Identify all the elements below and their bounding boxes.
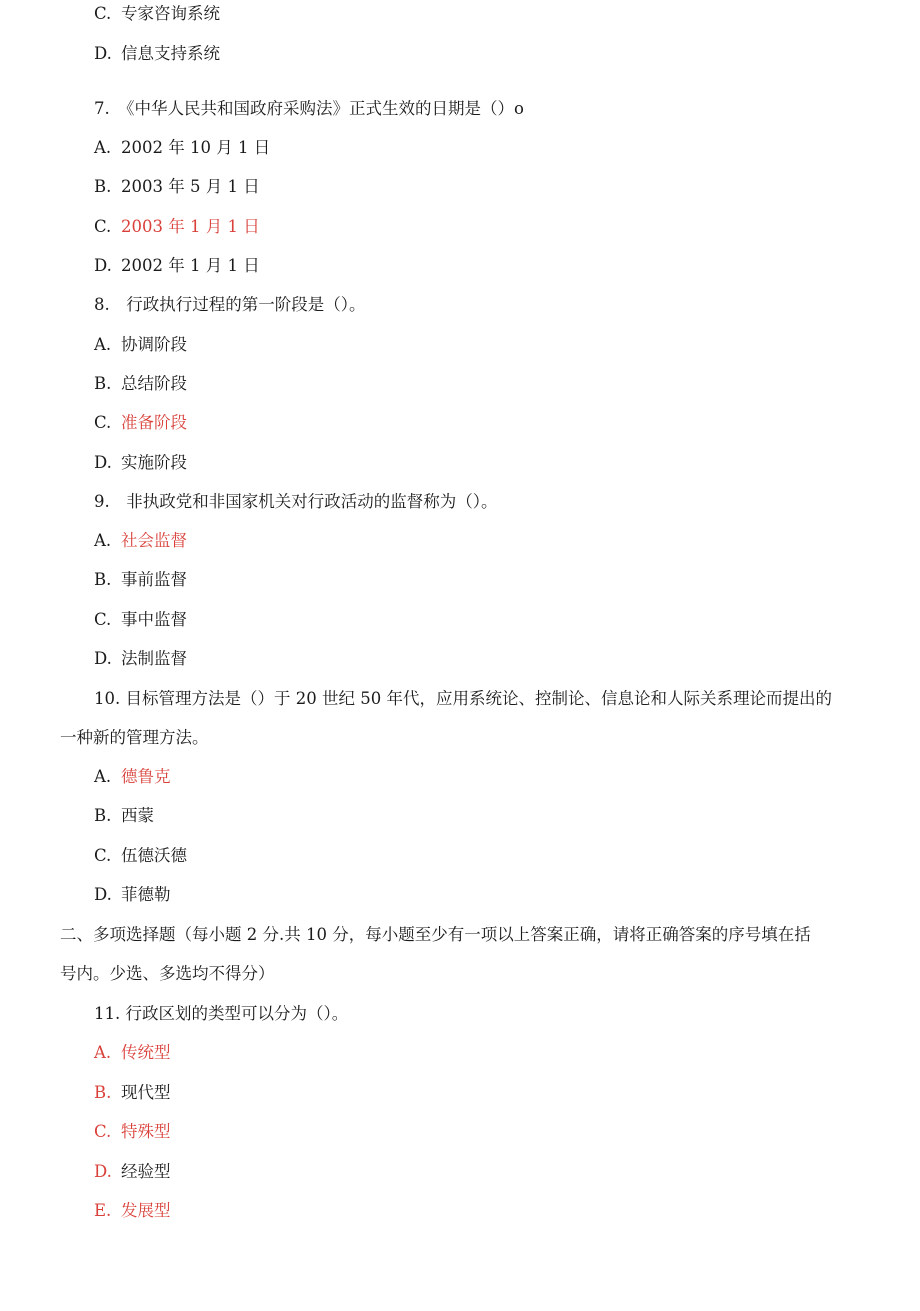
option-text: 2003 年 5 月 1 日 (121, 177, 260, 196)
option-label: D. (94, 885, 112, 904)
option-label: A. (94, 531, 112, 550)
option-text: 2002 年 1 月 1 日 (121, 256, 260, 275)
q7-option-d (94, 256, 260, 276)
option-text: 现代型 (121, 1083, 171, 1102)
option-label-answer: B. (94, 1083, 112, 1102)
q10-option-d (94, 885, 171, 905)
option-text: 伍德沃德 (121, 846, 187, 865)
question-9-stem: 9. 非执政党和非国家机关对行政活动的监督称为（）。 (94, 492, 498, 511)
option-prev-c (94, 4, 220, 24)
option-label: C. (94, 846, 112, 865)
option-label: D. (94, 256, 112, 275)
option-label: B. (94, 570, 112, 589)
option-label: C. (94, 413, 112, 432)
q7-option-a (94, 138, 270, 158)
q9-option-c (94, 610, 187, 630)
option-text: 协调阶段 (121, 335, 187, 354)
option-text: 事前监督 (121, 570, 187, 589)
q7-option-b (94, 177, 260, 197)
q9-option-b (94, 570, 187, 590)
option-text: 专家咨询系统 (121, 4, 220, 23)
option-label-answer: A. (94, 1043, 112, 1062)
q8-option-d (94, 453, 187, 473)
option-label-answer: D. (94, 1162, 112, 1181)
option-text-answer: 特殊型 (121, 1122, 171, 1141)
q11-option-d (94, 1162, 171, 1182)
option-text: 菲德勒 (121, 885, 171, 904)
option-text-answer: 发展型 (121, 1201, 171, 1220)
option-text: 2002 年 10 月 1 日 (121, 138, 271, 157)
q10-option-a (94, 767, 171, 787)
option-label: D. (94, 649, 112, 668)
q9-option-a (94, 531, 187, 551)
q11-option-e (94, 1201, 171, 1221)
question-10-stem: 10. 目标管理方法是（）于 20 世纪 50 年代，应用系统论、控制论、信息论和人际关系理论而提出的 (94, 689, 832, 708)
option-label: C. (94, 4, 112, 23)
option-text-answer: 传统型 (121, 1043, 171, 1062)
option-prev-d (94, 44, 220, 64)
option-label: C. (94, 610, 112, 629)
option-label: B. (94, 806, 112, 825)
option-text-answer: 社会监督 (121, 531, 187, 550)
q8-option-c (94, 413, 187, 433)
option-label: A. (94, 138, 112, 157)
q8-option-b (94, 374, 187, 394)
question-10-stem-cont: 一种新的管理方法。 (60, 728, 209, 747)
option-text: 经验型 (121, 1162, 171, 1181)
option-text-answer: 2003 年 1 月 1 日 (121, 217, 260, 236)
option-label: C. (94, 217, 112, 236)
option-text: 事中监督 (121, 610, 187, 629)
section-2-heading: 二、多项选择题（每小题 2 分.共 10 分，每小题至少有一项以上答案正确，请将正确答案的序号填在括 (60, 925, 811, 944)
question-7-stem: 7. 《中华人民共和国政府采购法》正式生效的日期是（）o (94, 99, 524, 118)
section-2-heading-cont: 号内。少选、多选均不得分） (60, 964, 275, 983)
option-text: 实施阶段 (121, 453, 187, 472)
q9-option-d (94, 649, 187, 669)
option-text-answer: 准备阶段 (121, 413, 187, 432)
q11-option-a (94, 1043, 171, 1063)
option-label-answer: E. (94, 1201, 112, 1220)
q7-option-c (94, 217, 260, 237)
q8-option-a (94, 335, 187, 355)
option-text-answer: 德鲁克 (121, 767, 171, 786)
q11-option-b (94, 1083, 171, 1103)
question-8-stem: 8. 行政执行过程的第一阶段是（）。 (94, 295, 366, 314)
option-text: 西蒙 (121, 806, 154, 825)
q10-option-b (94, 806, 154, 826)
option-label: D. (94, 453, 112, 472)
q11-option-c (94, 1122, 171, 1142)
option-label: A. (94, 767, 112, 786)
option-text: 总结阶段 (121, 374, 187, 393)
option-label: A. (94, 335, 112, 354)
option-text: 信息支持系统 (121, 44, 220, 63)
question-11-stem: 11. 行政区划的类型可以分为（）。 (94, 1004, 349, 1023)
q10-option-c (94, 846, 187, 866)
option-label: B. (94, 374, 112, 393)
option-text: 法制监督 (121, 649, 187, 668)
option-label: D. (94, 44, 112, 63)
option-label: B. (94, 177, 112, 196)
option-label-answer: C. (94, 1122, 112, 1141)
